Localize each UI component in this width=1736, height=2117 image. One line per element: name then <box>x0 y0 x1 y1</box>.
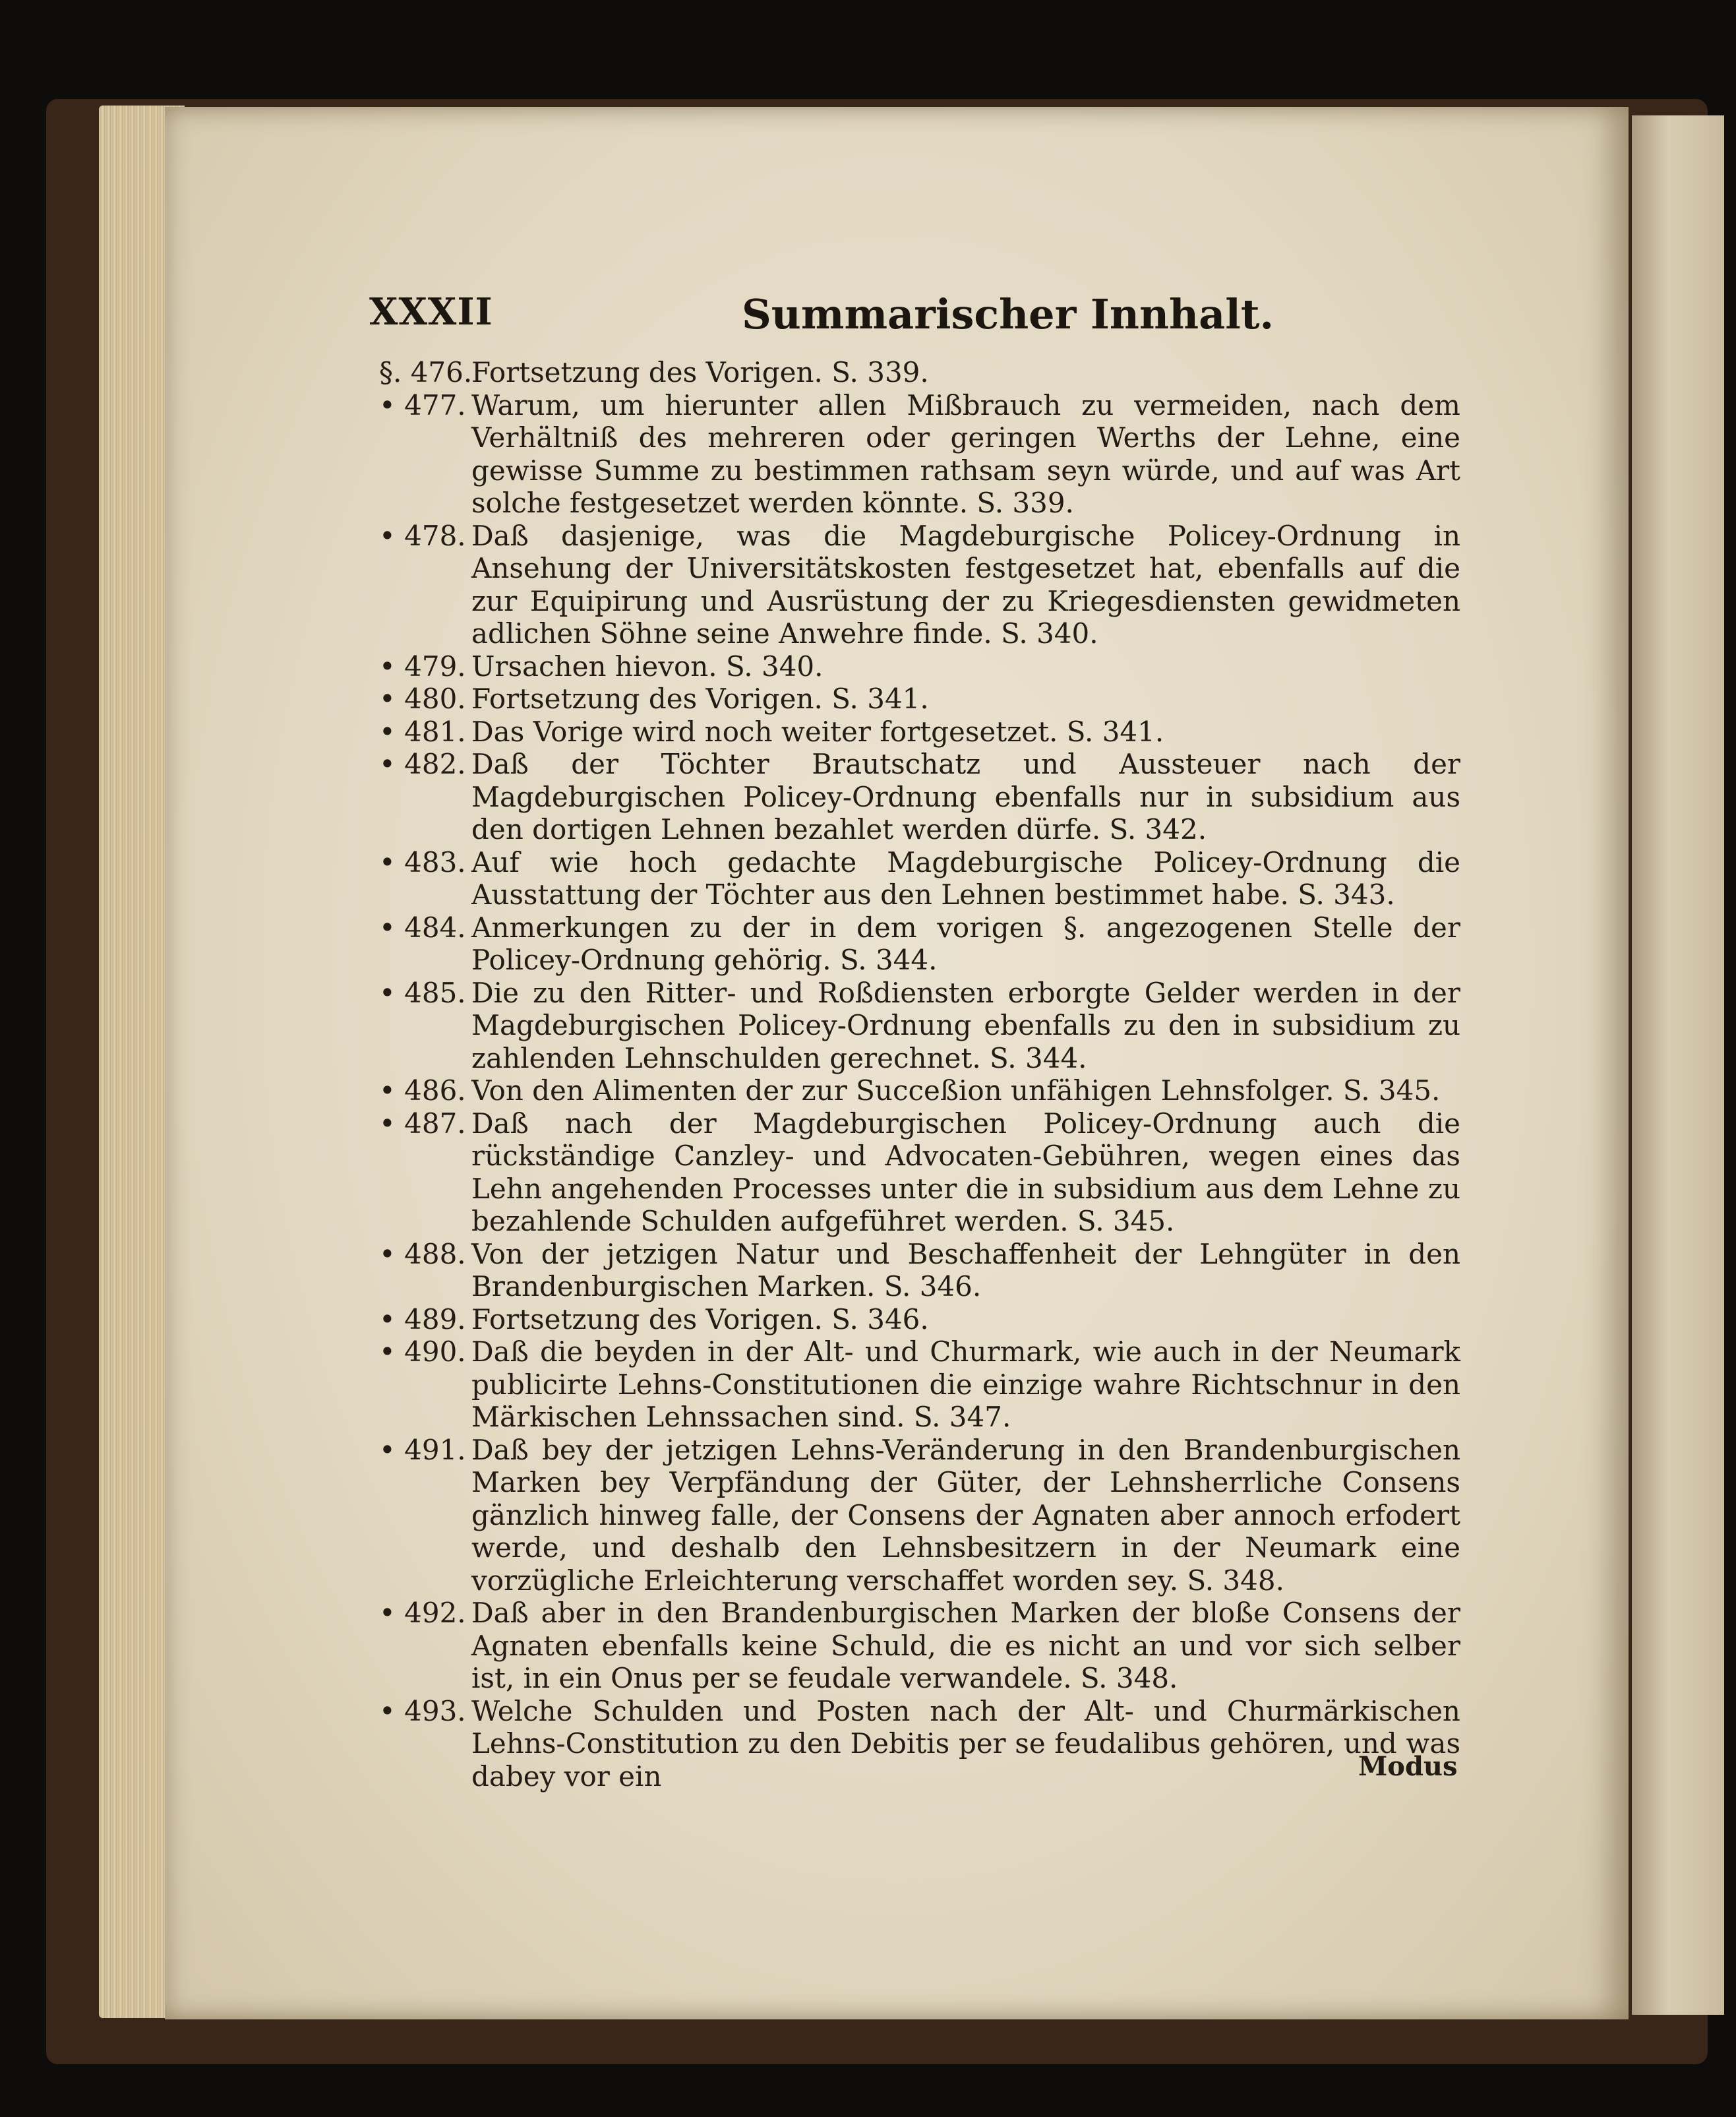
entry-text: Fortsetzung des Vorigen. S. 346. <box>471 1303 929 1335</box>
entry-number: • 479. <box>379 650 466 683</box>
entry-text: Daß der Töchter Brautschatz und Aussteuer nach der Magdeburgischen Policey-Ordnung ebenfalls nur in subsidium aus den dortigen Lehnen bezahlet werden dürfe. S. 342. <box>471 748 1460 845</box>
entry-text: Auf wie hoch gedachte Magdeburgische Policey-Ordnung die Ausstattung der Töchter aus den Lehnen bestimmet habe. S. 343. <box>471 845 1460 911</box>
entry-number: • 488. <box>379 1237 466 1270</box>
entry-number: • 485. <box>379 976 466 1009</box>
entry-number: • 478. <box>379 519 466 552</box>
entry-number: • 492. <box>379 1597 466 1629</box>
entry-text: Daß aber in den Brandenburgischen Marken der bloße Consens der Agnaten ebenfalls keine Schuld, die es nicht an und vor sich selber ist, in ein Onus per se feudale verwandele. S. 348. <box>471 1597 1460 1694</box>
entry-text: Von der jetzigen Natur und Beschaffenheit der Lehngüter in den Brandenburgischen Marken. S. 346. <box>471 1237 1460 1303</box>
entry-number: • 484. <box>379 911 466 944</box>
list-item <box>379 977 1460 1075</box>
list-item <box>379 650 1460 683</box>
entry-text: Welche Schulden und Posten nach der Alt- und Churmärkischen Lehns-Constitution zu den Debitis per se feudalibus gehören, und was dabey vor ein <box>471 1694 1460 1793</box>
entry-text: Das Vorige wird noch weiter fortgesetzet. S. 341. <box>471 715 1164 748</box>
list-item <box>379 1303 1460 1336</box>
list-item <box>379 356 1460 389</box>
entry-number: • 491. <box>379 1433 466 1466</box>
facing-page-edge <box>1632 115 1724 2015</box>
entry-text: Fortsetzung des Vorigen. S. 341. <box>471 683 929 715</box>
entry-number: • 480. <box>379 683 466 715</box>
entry-text: Warum, um hierunter allen Mißbrauch zu vermeiden, nach dem Verhältniß des mehreren oder geringen Werths der Lehne, eine gewisse Summe zu bestimmen rathsam seyn würde, und auf was Art solche festgesetzet werden könnte. S. 339. <box>471 388 1460 519</box>
list-item <box>379 1434 1460 1597</box>
entry-number: • 482. <box>379 748 466 780</box>
entry-text: Daß die beyden in der Alt- und Churmark, wie auch in der Neumark publicirte Lehns-Constitutionen die einzige wahre Richtschnur in den Märkischen Lehnssachen sind. S. 347. <box>471 1335 1460 1433</box>
list-item <box>379 748 1460 846</box>
entry-text: Anmerkungen zu der in dem vorigen §. angezogenen Stelle der Policey-Ordnung gehörig. S. 344. <box>471 911 1460 976</box>
list-item <box>379 846 1460 911</box>
entry-text: Daß nach der Magdeburgischen Policey-Ordnung auch die rückständige Canzley- und Advocaten-Gebühren, wegen eines das Lehn angehenden Processes unter die in subsidium aus dem Lehne zu bezahlende Schulden aufgeführet werden. S. 345. <box>471 1107 1460 1237</box>
entry-number: • 489. <box>379 1303 466 1335</box>
entry-number: • 486. <box>379 1074 466 1107</box>
list-item <box>379 1695 1460 1793</box>
contents-list <box>379 356 1460 1793</box>
list-item <box>379 1597 1460 1695</box>
list-item <box>379 1107 1460 1238</box>
list-item <box>379 520 1460 650</box>
entry-text: Daß bey der jetzigen Lehns-Veränderung in den Brandenburgischen Marken bey Verpfändung der Güter, der Lehnsherrliche Consens gänzlich hinweg falle, der Consens der Agnaten aber annoch erfodert werde, und deshalb den Lehnsbesitzern in der Neumark eine vorzügliche Erleichterung verschaffet worden sey. S. 348. <box>471 1433 1460 1597</box>
entry-text: Von den Alimenten der zur Succeßion unfähigen Lehnsfolger. S. 345. <box>471 1074 1441 1107</box>
entry-text: Daß dasjenige, was die Magdeburgische Policey-Ordnung in Ansehung der Universitätskosten festgesetzet hat, ebenfalls auf die zur Equipirung und Ausrüstung der zu Kriegesdiensten gewidmeten adlichen Söhne seine Anwehre finde. S. 340. <box>471 519 1460 650</box>
entry-number: • 481. <box>379 715 466 748</box>
list-item <box>379 683 1460 716</box>
list-item <box>379 1074 1460 1107</box>
entry-number: • 490. <box>379 1335 466 1368</box>
entry-number: • 493. <box>379 1694 466 1727</box>
entry-number: • 483. <box>379 845 466 878</box>
entry-number: • 487. <box>379 1107 466 1140</box>
entry-text: Fortsetzung des Vorigen. S. 339. <box>471 356 929 388</box>
entry-number: • 477. <box>379 388 466 421</box>
running-title: Summarischer Innhalt. <box>742 290 1274 338</box>
entry-text: Ursachen hievon. S. 340. <box>471 650 823 683</box>
list-item <box>379 1335 1460 1434</box>
list-item <box>379 389 1460 520</box>
catchword: Modus <box>1358 1751 1458 1782</box>
list-item <box>379 911 1460 977</box>
list-item <box>379 716 1460 749</box>
page-number: XXXII <box>369 290 493 334</box>
entry-text: Die zu den Ritter- und Roßdiensten erborgte Gelder werden in der Magdeburgischen Policey-Ordnung ebenfalls zu den in subsidium zu zahlenden Lehnschulden gerechnet. S. 344. <box>471 976 1460 1074</box>
page-header <box>369 290 1451 343</box>
entry-number: §. 476. <box>379 356 473 388</box>
list-item <box>379 1238 1460 1303</box>
